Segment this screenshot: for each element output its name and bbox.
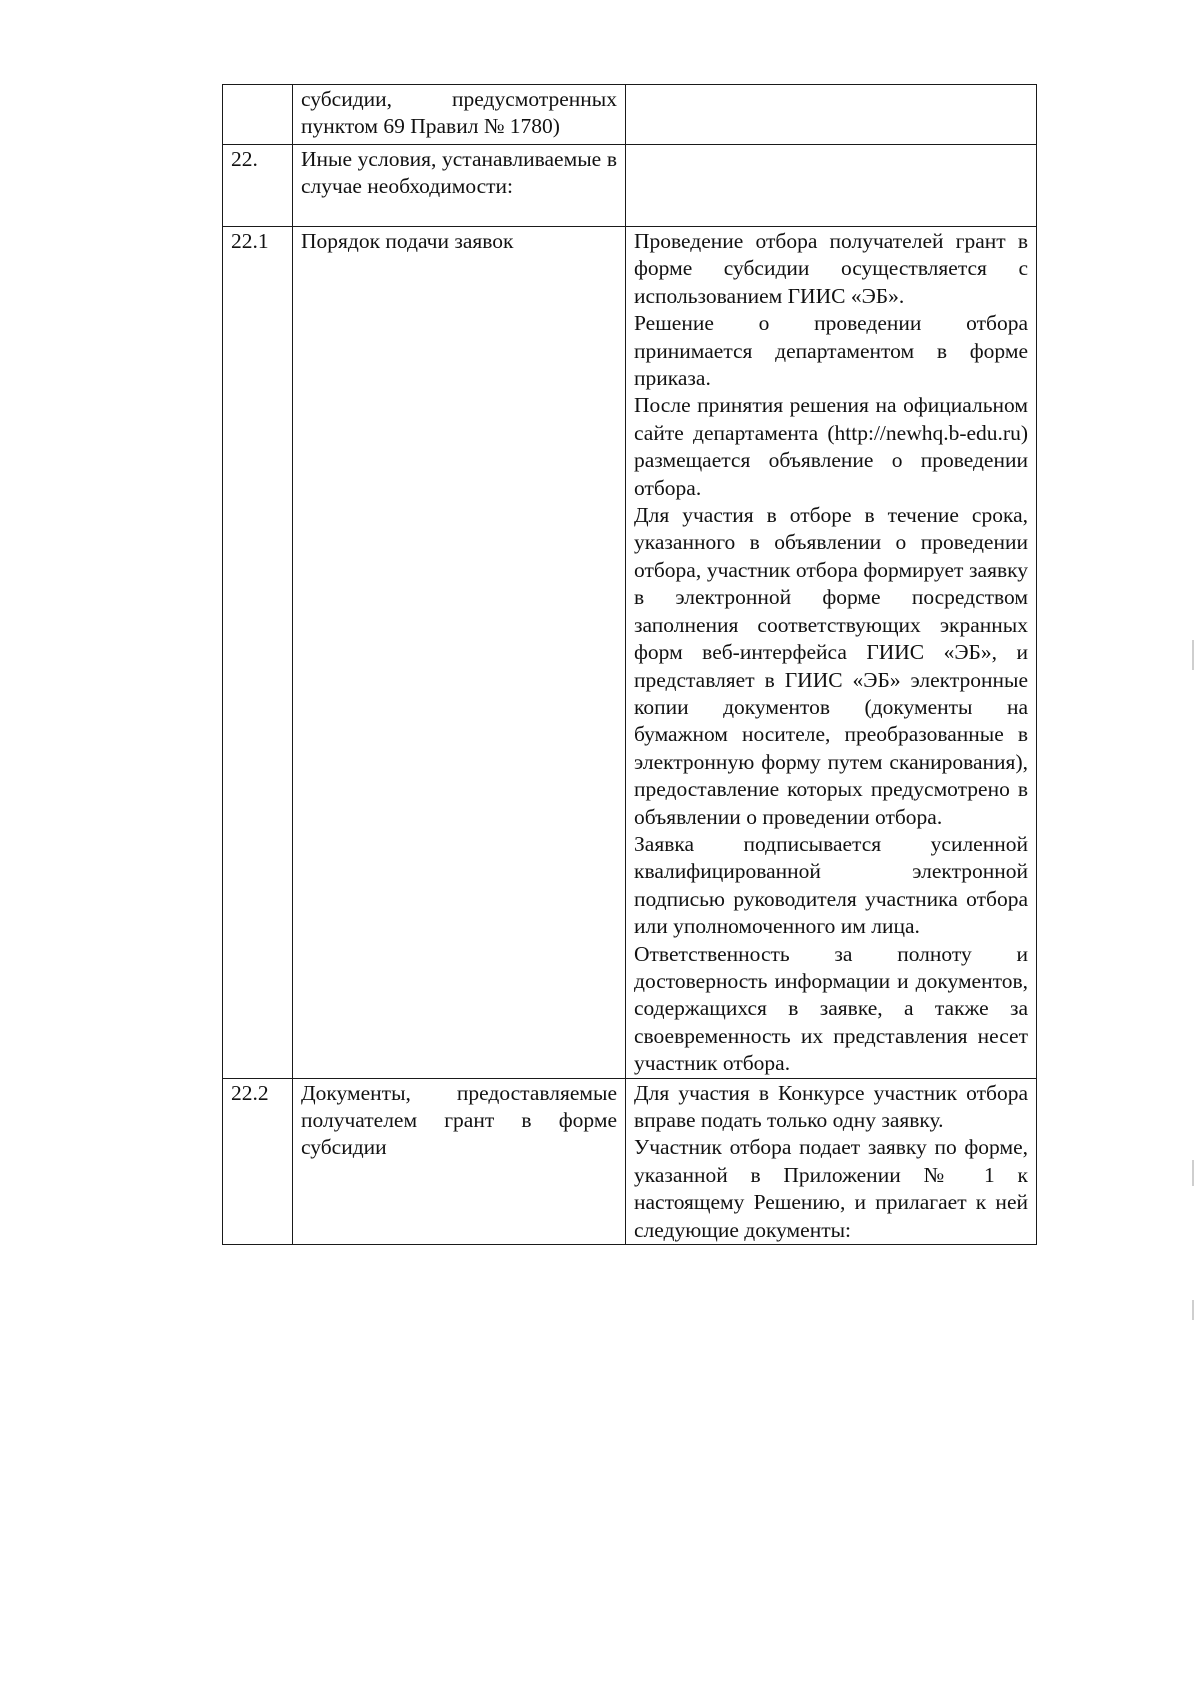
row-name: Документы, предоставляемые получателем грант в форме субсидии bbox=[293, 1078, 626, 1244]
description-paragraph: Для участия в Конкурсе участник отбора вправе подать только одну заявку. bbox=[634, 1080, 1028, 1132]
description-paragraph: Решение о проведении отбора принимается департаментом в форме приказа. bbox=[634, 311, 1028, 391]
description-paragraph: Для участия в отборе в течение срока, указанного в объявлении о проведении отбора, участник отбора формирует заявку в электронной форме посредством заполнения соответствующих экранных форм веб-интерфейса ГИИС «ЭБ», и представляет в ГИИС «ЭБ» электронные копии документов (документы на бумажном носителе, преобразованные в электронную форму путем сканирования), предоставление которых предусмотрено в объявлении о проведении отбора. bbox=[634, 503, 1028, 829]
row-description bbox=[626, 145, 1037, 227]
row-name: субсидии, предусмотренных пунктом 69 Правил № 1780) bbox=[293, 85, 626, 145]
scan-edge-mark bbox=[1192, 1160, 1194, 1186]
row-number: 22.1 bbox=[223, 227, 293, 1079]
description-paragraph: Ответственность за полноту и достоверность информации и документов, содержащихся в заявке, а также за своевременность их представления несет участник отбора. bbox=[634, 941, 1028, 1076]
table-row bbox=[223, 1078, 1037, 1244]
table-row bbox=[223, 85, 1037, 145]
row-number: 22. bbox=[223, 145, 293, 227]
row-number: 22.2 bbox=[223, 1078, 293, 1244]
table-row bbox=[223, 227, 1037, 1079]
description-paragraph: После принятия решения на официальном сайте департамента (http://newhq.b-edu.ru) размещается объявление о проведении отбора. bbox=[634, 393, 1028, 500]
row-description bbox=[626, 1078, 1037, 1244]
description-paragraph: Проведение отбора получателей грант в форме субсидии осуществляется с использованием ГИИС «ЭБ». bbox=[634, 229, 1028, 308]
row-name: Порядок подачи заявок bbox=[293, 227, 626, 1079]
row-name: Иные условия, устанавливаемые в случае необходимости: bbox=[293, 145, 626, 227]
row-description bbox=[626, 227, 1037, 1079]
row-description bbox=[626, 85, 1037, 145]
row-number bbox=[223, 85, 293, 145]
description-paragraph: Заявка подписывается усиленной квалифицированной электронной подписью руководителя участника отбора или уполномоченного им лица. bbox=[634, 831, 1028, 939]
description-paragraph: Участник отбора подает заявку по форме, указанной в Приложении № 1 к настоящему Решению, и прилагает к ней следующие документы: bbox=[634, 1135, 1028, 1242]
conditions-table bbox=[222, 84, 1037, 1245]
scan-edge-mark bbox=[1192, 1300, 1194, 1320]
table-row bbox=[223, 145, 1037, 227]
scan-edge-mark bbox=[1192, 640, 1194, 670]
